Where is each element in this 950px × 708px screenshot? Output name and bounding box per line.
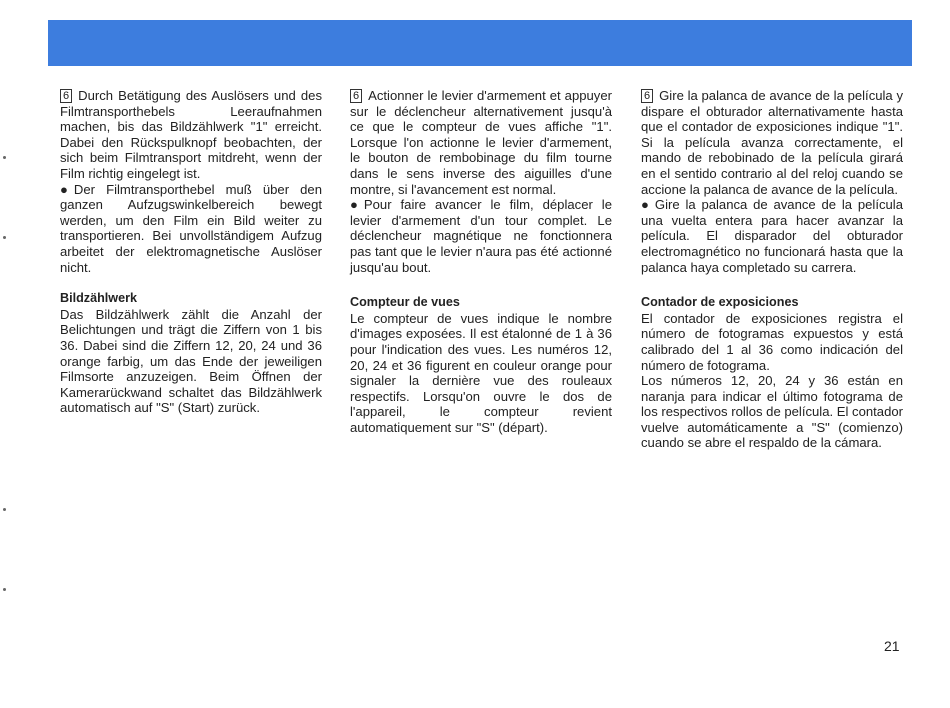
bullet-icon: ● <box>641 197 649 213</box>
section-heading: Compteur de vues <box>350 295 460 310</box>
paragraph-text: Gire la palanca de avance de la película y dispare el obturador alternativamente hasta que el contador de exposiciones indique "1". Si la película avanza correctamente, el mando de rebobinado de la película girará en el sentido contrario al del reloj cuando se accione la palanca de avance de la película. <box>641 88 903 197</box>
paragraph-text: Los números 12, 20, 24 y 36 están en naranja para indicar el último fotograma de los respectivos rollos de película. El contador vuelve automáticamente a "S" (comienzo) cuando se abre el respaldo de la cámara. <box>641 373 904 451</box>
column-french <box>350 88 612 435</box>
column-spanish <box>641 88 903 451</box>
column-german <box>60 88 322 416</box>
section-heading: Bildzählwerk <box>60 291 137 306</box>
step-number-box: 6 <box>60 89 72 103</box>
paragraph-text: El contador de exposiciones registra el número de fotogramas expuestos y está calibrado del 1 al 36 como indicación del número de fotograma. <box>641 310 903 373</box>
paragraph-text: Gire la palanca de avance de la película una vuelta entera para hacer avanzar la película. El disparador del obturador electromagnético no funcionará hasta que la palanca haya completado su carrera. <box>641 197 903 275</box>
margin-mark <box>3 236 6 239</box>
paragraph-text: Das Bildzählwerk zählt die Anzahl der Belichtungen und trägt die Ziffern von 1 bis 36. Dabei sind die Ziffern 12, 20, 24 und 36 orange farbig, um das Ende der jeweiligen Filmsorte anzuzeigen. Beim Öffnen der Kamerarückwand schaltet das Bildzählwerk automatisch auf "S" (Start) zurück. <box>60 306 322 416</box>
paragraph-bullet <box>60 182 322 276</box>
paragraph-step <box>350 88 612 197</box>
bullet-icon: ● <box>60 181 68 197</box>
paragraph-text: Der Filmtransporthebel muß über den ganzen Aufzugswinkelbereich bewegt werden, um den Film ein Bild weiter zu transportieren. Bei unvollständigem Aufzug arbeitet der elektromagnetische Auslöser nicht. <box>60 181 322 275</box>
paragraph-bullet <box>350 197 612 275</box>
section-heading: Contador de exposiciones <box>641 295 799 310</box>
paragraph-step <box>641 88 903 197</box>
margin-mark <box>3 588 6 591</box>
step-number-box: 6 <box>641 89 653 103</box>
paragraph-text: Durch Betätigung des Auslösers und des Filmtransporthebels Leeraufnahmen machen, bis das Bildzählwerk "1" erreicht. Dabei den Rückspulknopf beobachten, der sich beim Filmtransport mitdreht, wenn der Film richtig eingelegt ist. <box>60 88 322 181</box>
margin-mark <box>3 156 6 159</box>
paragraph-bullet <box>641 197 903 275</box>
paragraph-step <box>60 88 322 182</box>
header-banner <box>48 20 912 66</box>
paragraph-text: Le compteur de vues indique le nombre d'images exposées. Il est étalonné de 1 à 36 pour l'indication des vues. Les numéros 12, 20, 24 et 36 figurent en couleur orange pour signaler la dernière vue des rouleaux respectifs. Lorsqu'on ouvre le dos de l'appareil, le compteur revient automatiquement sur "S" (départ). <box>350 310 612 435</box>
bullet-icon: ● <box>350 197 358 213</box>
page-number: 21 <box>884 638 900 654</box>
step-number-box: 6 <box>350 89 362 103</box>
margin-mark <box>3 508 6 511</box>
paragraph-text: Actionner le levier d'armement et appuyer sur le déclencheur alternativement jusqu'à ce que le compteur de vues affiche "1". Lorsque l'on actionne le levier d'armement, le bouton de rembobinage du film tourne dans le sens inverse des aiguilles d'une montre, si l'avancement est normal. <box>350 88 612 197</box>
paragraph-text: Pour faire avancer le film, déplacer le levier d'armement d'un tour complet. Le déclencheur magnétique ne fonctionnera pas tant que le levier n'aura pas été actionné jusqu'au bout. <box>350 197 612 275</box>
